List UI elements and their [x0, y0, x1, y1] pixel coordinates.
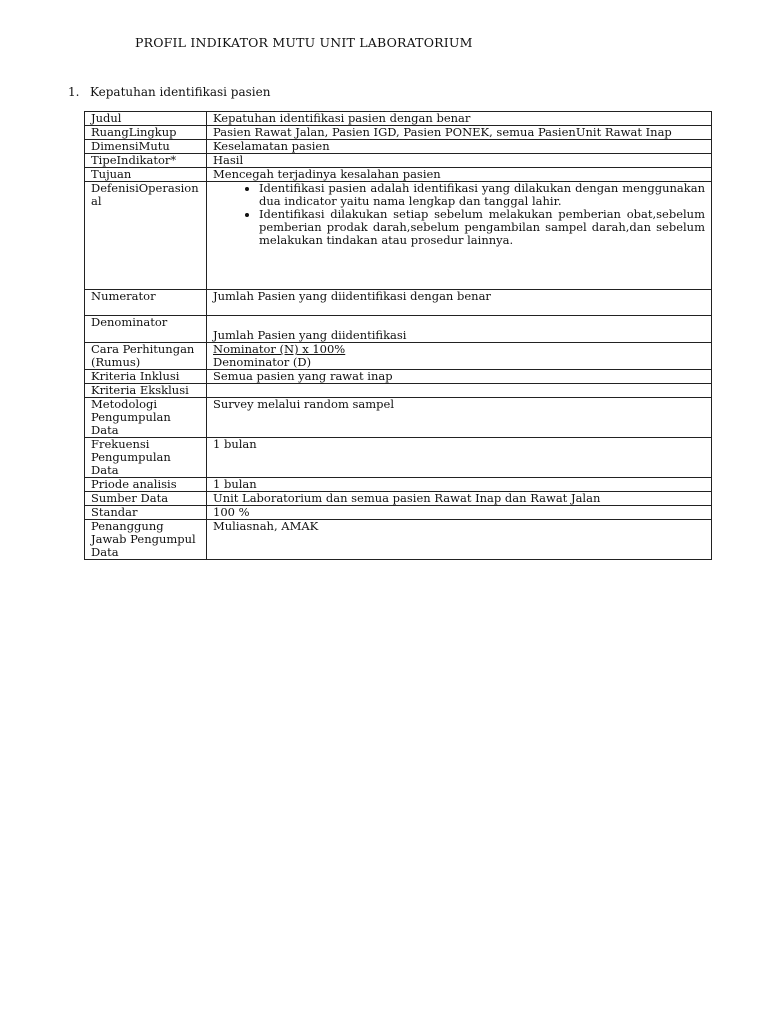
row-value [207, 384, 712, 398]
table-row [85, 384, 712, 398]
document-title: PROFIL INDIKATOR MUTU UNIT LABORATORIUM [135, 35, 473, 50]
row-key: Frekuensi Pengumpulan Data [85, 438, 207, 478]
row-value: Keselamatan pasien [207, 140, 712, 154]
row-value: Pasien Rawat Jalan, Pasien IGD, Pasien PONEK, semua PasienUnit Rawat Inap [207, 126, 712, 140]
table-row [85, 154, 712, 168]
row-key: Numerator [85, 290, 207, 316]
table-row [85, 506, 712, 520]
row-key: DimensiMutu [85, 140, 207, 154]
row-value: Mencegah terjadinya kesalahan pasien [207, 168, 712, 182]
row-key: Priode analisis [85, 478, 207, 492]
formula-denominator: Denominator (D) [213, 355, 312, 369]
row-value: 1 bulan [207, 478, 712, 492]
row-key: Judul [85, 112, 207, 126]
table-row [85, 126, 712, 140]
row-key: Sumber Data [85, 492, 207, 506]
indicator-profile-table [84, 111, 712, 560]
row-key: DefenisiOperasional [85, 182, 207, 290]
table-row [85, 438, 712, 478]
table-row [85, 492, 712, 506]
table-row [85, 182, 712, 290]
row-value: Jumlah Pasien yang diidentifikasi dengan benar [207, 290, 712, 316]
table-row [85, 370, 712, 384]
row-value: Hasil [207, 154, 712, 168]
row-key: Tujuan [85, 168, 207, 182]
row-value [207, 343, 712, 370]
section-label: Kepatuhan identifikasi pasien [90, 85, 271, 99]
table-row [85, 398, 712, 438]
row-value: Survey melalui random sampel [207, 398, 712, 438]
table-row [85, 140, 712, 154]
row-key: Cara Perhitungan (Rumus) [85, 343, 207, 370]
list-item: • Identifikasi dilakukan setiap sebelum melakukan pemberian obat,sebelum pemberian prodak darah,sebelum pengambilan sampel darah,dan sebelum melakukan tindakan atau prosedur lainnya. [259, 208, 705, 247]
row-value: Kepatuhan identifikasi pasien dengan benar [207, 112, 712, 126]
table-row [85, 343, 712, 370]
table-row [85, 478, 712, 492]
table-row [85, 520, 712, 560]
row-key: RuangLingkup [85, 126, 207, 140]
row-key: Denominator [85, 316, 207, 343]
row-key: Penanggung Jawab Pengumpul Data [85, 520, 207, 560]
row-value: Jumlah Pasien yang diidentifikasi [207, 316, 712, 343]
table-row [85, 290, 712, 316]
table-row [85, 168, 712, 182]
row-value: Semua pasien yang rawat inap [207, 370, 712, 384]
row-value: Muliasnah, AMAK [207, 520, 712, 560]
row-value: 1 bulan [207, 438, 712, 478]
section-number: 1. [68, 85, 80, 99]
row-value: 100 % [207, 506, 712, 520]
row-key: Kriteria Inklusi [85, 370, 207, 384]
row-key: Kriteria Eksklusi [85, 384, 207, 398]
section-heading [68, 85, 270, 99]
row-key: TipeIndikator* [85, 154, 207, 168]
row-value: Unit Laboratorium dan semua pasien Rawat Inap dan Rawat Jalan [207, 492, 712, 506]
formula-numerator: Nominator (N) x 100% [213, 342, 346, 356]
definition-list [213, 182, 705, 247]
row-key: Metodologi Pengumpulan Data [85, 398, 207, 438]
list-item: • Identifikasi pasien adalah identifikasi yang dilakukan dengan menggunakan dua indicator yaitu nama lengkap dan tanggal lahir. [259, 182, 705, 208]
row-key: Standar [85, 506, 207, 520]
row-value [207, 182, 712, 290]
table-row [85, 316, 712, 343]
table-row [85, 112, 712, 126]
